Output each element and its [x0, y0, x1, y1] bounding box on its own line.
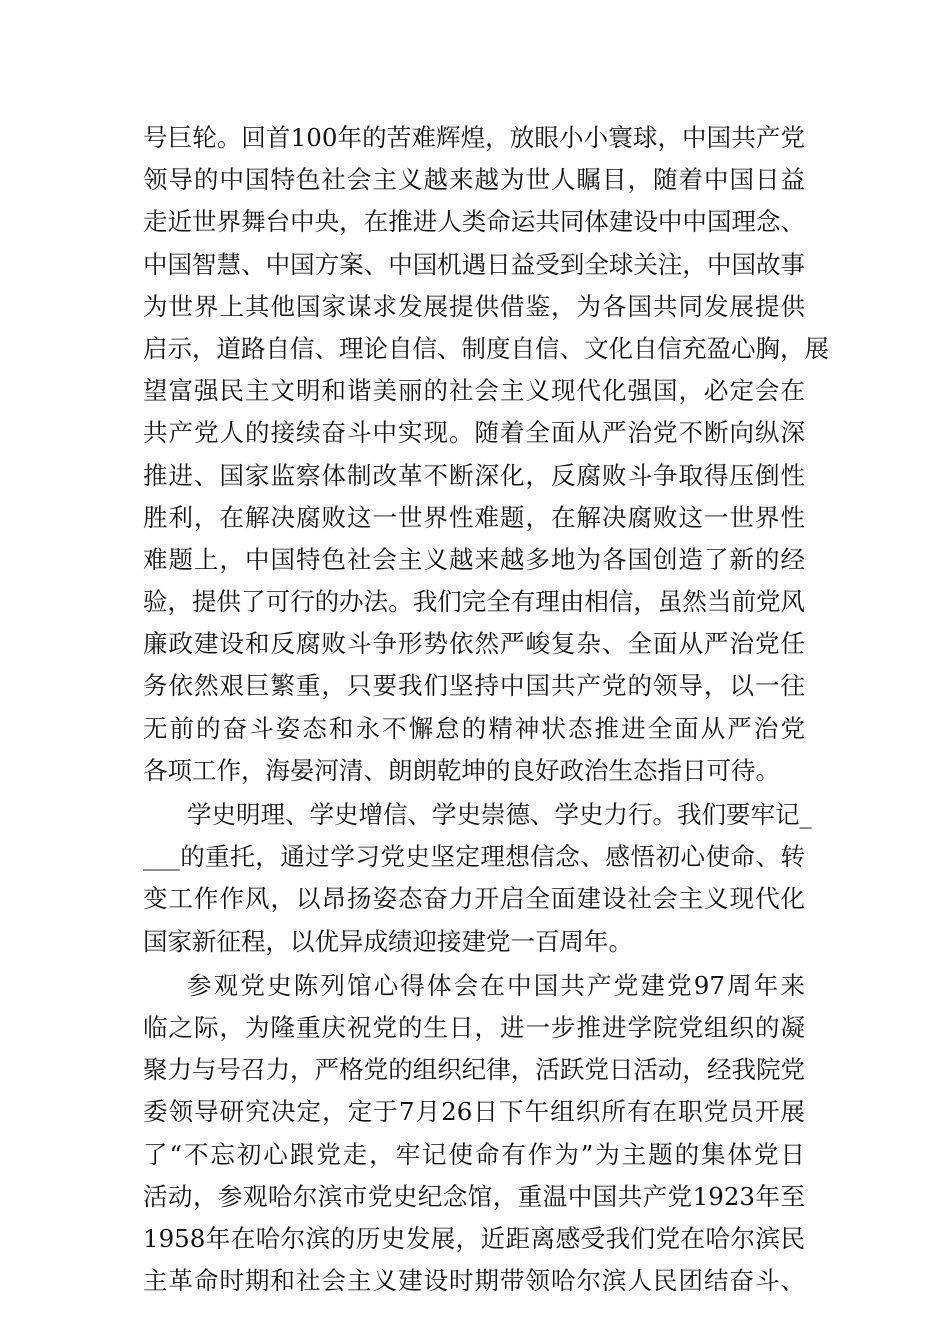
text-line: 活动，参观哈尔滨市党史纪念馆，重温中国共产党1923年至	[143, 1181, 805, 1211]
text-line: ___的重托，通过学习党史坚定理想信念、感悟初心使命、转	[143, 842, 805, 872]
text-line: 启示，道路自信、理论自信、制度自信、文化自信充盈心胸，展	[143, 333, 829, 363]
text-line: 聚力与号召力，严格党的组织纪律，活跃党日活动，经我院党	[143, 1055, 805, 1085]
text-line: 廉政建设和反腐败斗争形势依然严峻复杂、全面从严治党任	[143, 629, 805, 659]
text-line: 国家新征程，以优异成绩迎接建党一百周年。	[143, 926, 633, 956]
text-line: 各项工作，海晏河清、朗朗乾坤的良好政治生态指日可待。	[143, 755, 780, 785]
text-line: 学史明理、学史增信、学史崇德、学史力行。我们要牢记_	[187, 800, 812, 829]
text-line: 务依然艰巨繁重，只要我们坚持中国共产党的领导，以一往	[143, 671, 805, 701]
text-line: 主革命时期和社会主义建设时期带领哈尔滨人民团结奋斗、	[143, 1266, 805, 1296]
paragraph-3	[143, 965, 805, 1303]
text-line: 参观党史陈列馆心得体会在中国共产党建党97周年来	[187, 970, 805, 1000]
text-line: 推进、国家监察体制改革不断深化，反腐败斗争取得压倒性	[143, 460, 805, 490]
text-line: 号巨轮。回首100年的苦难辉煌，放眼小小寰球，中国共产党	[143, 123, 805, 152]
text-line: 中国智慧、中国方案、中国机遇日益受到全球关注，中国故事	[143, 249, 805, 279]
text-line: 了“不忘初心跟党走，牢记使命有作为”为主题的集体党日	[143, 1139, 805, 1169]
text-line: 胜利，在解决腐败这一世界性难题，在解决腐败这一世界性	[143, 502, 805, 532]
text-line: 为世界上其他国家谋求发展提供借鉴，为各国共同发展提供	[143, 291, 805, 321]
text-line: 难题上，中国特色社会主义越来越多地为各国创造了新的经	[143, 544, 805, 574]
text-line: 验，提供了可行的办法。我们完全有理由相信，虽然当前党风	[143, 587, 805, 617]
text-line: 走近世界舞台中央，在推进人类命运共同体建设中中国理念、	[143, 207, 805, 237]
text-line: 共产党人的接续奋斗中实现。随着全面从严治党不断向纵深	[143, 418, 805, 448]
text-line: 临之际，为隆重庆祝党的生日，进一步推进学院党组织的凝	[143, 1012, 805, 1042]
paragraph-1	[143, 117, 829, 792]
document-page	[143, 117, 829, 1302]
text-line: 领导的中国特色社会主义越来越为世人瞩目，随着中国日益	[143, 165, 805, 195]
text-line: 变工作作风，以昂扬姿态奋力开启全面建设社会主义现代化	[143, 884, 805, 914]
paragraph-2	[143, 794, 812, 963]
text-line: 无前的奋斗姿态和永不懈怠的精神状态推进全面从严治党	[143, 713, 805, 743]
text-line: 1958年在哈尔滨的历史发展，近距离感受我们党在哈尔滨民	[143, 1223, 805, 1253]
text-line: 望富强民主文明和谐美丽的社会主义现代化强国，必定会在	[143, 376, 805, 406]
text-line: 委领导研究决定，定于7月26日下午组织所有在职党员开展	[143, 1097, 805, 1127]
